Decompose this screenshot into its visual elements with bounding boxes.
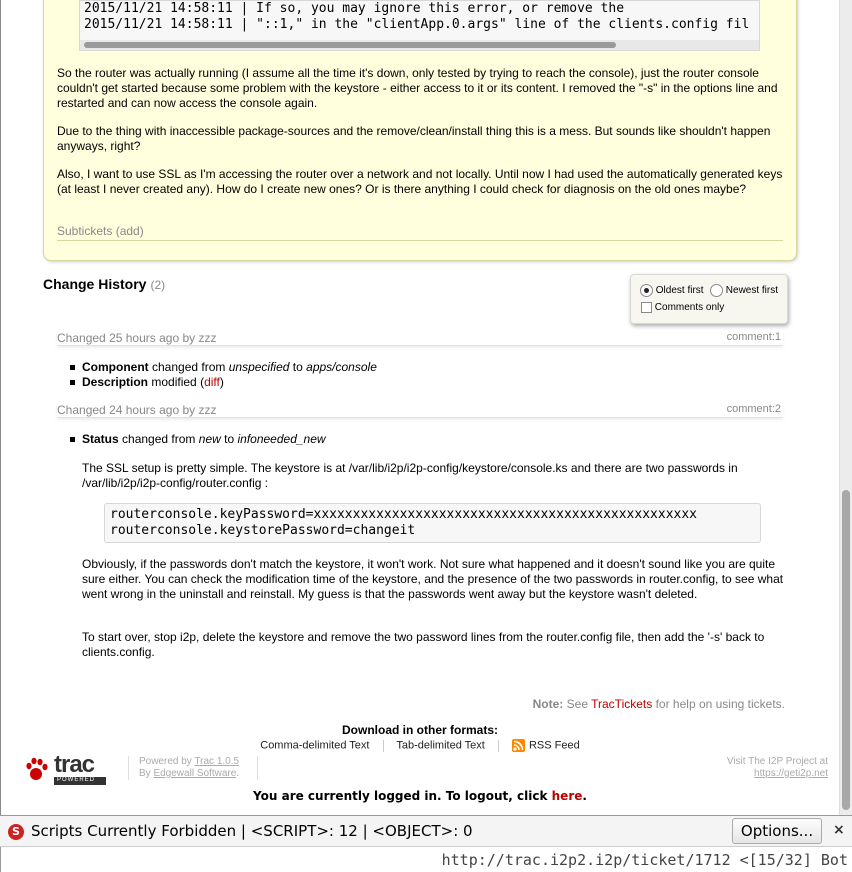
logged-in-message <box>0 789 840 803</box>
trac-paw-icon <box>26 758 47 780</box>
code-line-1: routerconsole.keyPassword=xxxxxxxxxxxxxxxxxxxxxxxxxxxxxxxxxxxxxxxxxxxxxxxxx <box>110 507 697 522</box>
subtickets-add-link[interactable]: (add) <box>115 224 144 238</box>
comments-only-label[interactable]: Comments only <box>654 302 725 314</box>
subtickets-section <box>57 224 783 241</box>
log-scrollbar-thumb[interactable] <box>84 42 616 48</box>
logged-in-text: You are currently logged in. To logout, click <box>253 789 548 803</box>
field-to-label: to <box>224 432 235 446</box>
change-1-time-link[interactable]: 25 hours ago <box>109 331 180 345</box>
history-preferences-box <box>630 274 788 324</box>
by-label: by <box>182 403 196 417</box>
formats-separator <box>498 740 499 752</box>
comment-2-code-block <box>104 503 761 543</box>
newest-first-label[interactable]: Newest first <box>725 285 779 297</box>
comment-2-paragraph-2: Obviously, if the passwords don't match the keystore, it won't work. Not sure what happened and it doesn't sound like you are quite sure either. You can check the modification time of the keystore, and the presence of the two passwords in router.config, to see what went wrong in the uninstall and reinstall. My guess is that the passwords went away but the keystore wasn't deleted. <box>82 557 784 601</box>
by-label: By <box>139 768 151 779</box>
change-2-header <box>57 403 783 418</box>
changed-label: Changed <box>57 331 106 345</box>
change-history-count: (2) <box>150 278 166 292</box>
page-vertical-scrollbar[interactable] <box>839 0 852 815</box>
note-pre: See <box>566 697 588 711</box>
noscript-options-button[interactable]: Options... <box>732 818 822 844</box>
oldest-first-label[interactable]: Oldest first <box>655 285 704 297</box>
trac-logo[interactable] <box>24 751 108 790</box>
change-history-title: Change History <box>43 276 147 292</box>
close-icon[interactable]: × <box>833 822 845 838</box>
formats-title: Download in other formats: <box>342 723 498 737</box>
change-1-component <box>70 360 377 375</box>
field-verb: changed from <box>152 360 226 374</box>
comment-2-paragraph-1: The SSL setup is pretty simple. The keystore is at /var/lib/i2p/i2p-config/keystore/console.ks and there are two passwords in /var/lib/i2p/i2p-config/router.config : <box>82 461 738 490</box>
subtickets-label: Subtickets <box>57 224 113 238</box>
noscript-message: Scripts Currently Forbidden | <SCRIPT>: 12 | <OBJECT>: 0 <box>31 822 473 840</box>
geti2p-link[interactable]: https://geti2p.net <box>754 768 828 779</box>
code-line-2: routerconsole.keystorePassword=changeit <box>110 523 416 538</box>
formats-separator <box>383 740 384 752</box>
page-scrollbar-thumb[interactable] <box>842 490 850 810</box>
newest-first-radio[interactable] <box>710 284 723 297</box>
change-1-author: zzz <box>198 331 217 345</box>
field-verb: changed from <box>122 432 196 446</box>
comments-only-option[interactable] <box>641 302 724 313</box>
change-2-field-list <box>70 432 326 447</box>
field-to: apps/console <box>306 360 377 374</box>
status-url: http://trac.i2p2.i2p/ticket/1712 <[15/32] Bot <box>441 851 848 869</box>
comment-2-paragraph-3: To start over, stop i2p, delete the keystore and remove the two password lines from the router.config file, then add the '-s' back to clients.config. <box>82 630 765 659</box>
trac-logo-text: trac <box>54 751 95 778</box>
diff-paren-close: ) <box>219 375 224 389</box>
noscript-icon <box>8 824 24 840</box>
change-history-heading <box>43 276 165 292</box>
log-horizontal-scrollbar[interactable] <box>80 40 759 50</box>
rss-feed-link[interactable]: RSS Feed <box>528 739 580 752</box>
help-note <box>533 697 785 711</box>
project-visit <box>727 756 828 780</box>
status-bar <box>0 847 852 872</box>
comments-only-checkbox[interactable] <box>641 302 652 313</box>
trac-version-link[interactable]: Trac 1.0.5 <box>194 756 240 767</box>
diff-link[interactable]: diff <box>204 375 220 389</box>
note-label: Note: <box>532 697 564 711</box>
tsv-download-link[interactable]: Tab-delimited Text <box>396 739 485 752</box>
change-2-status <box>70 432 326 447</box>
diff-paren-open: ( <box>200 375 205 389</box>
description-paragraph-2: Due to the thing with inaccessible package-sources and the remove/clean/install thing this is a mess. But sounds like shouldn't happen anyways, right? <box>57 124 771 153</box>
formats-row <box>0 739 840 752</box>
change-2-author: zzz <box>198 403 217 417</box>
note-post: for help on using tickets. <box>655 697 785 711</box>
edgewall-link[interactable]: Edgewall Software <box>153 768 237 779</box>
field-name: Component <box>82 360 149 374</box>
oldest-first-option[interactable] <box>640 284 704 297</box>
description-paragraph-1: So the router was actually running (I assume all the time it's down, only tested by trying to reach the console), just the router console couldn't get started because some problem with the keystore - either access to it or its content. I removed the "-s" in the options line and restarted and can now access the console again. <box>57 66 778 110</box>
field-to-label: to <box>292 360 303 374</box>
trac-tickets-link[interactable]: TracTickets <box>591 697 653 711</box>
field-from: unspecified <box>228 360 290 374</box>
footer-divider <box>257 756 258 780</box>
logged-in-end: . <box>582 789 587 803</box>
field-verb: modified <box>151 375 197 389</box>
field-from: new <box>198 432 221 446</box>
window-edge <box>0 0 1 815</box>
field-to: infoneeded_new <box>237 432 326 446</box>
log-line-2: 2015/11/21 14:58:11 | "::1," in the "clientApp.0.args" line of the clients.config fil <box>84 17 750 32</box>
powered-by: Powered by Trac 1.0.5 By Edgewall Software. <box>128 756 239 780</box>
description-paragraph-3: Also, I want to use SSL as I'm accessing the router over a network and not locally. Until now I had used the automatically generated keys (at least I never created any). How do I create new ones? Or is there anything I could check for diagnosis on the old ones maybe? <box>57 167 783 196</box>
visit-label: Visit The I2P Project at <box>726 756 828 767</box>
change-1-comment-link[interactable]: comment:1 <box>726 331 781 343</box>
by-label: by <box>182 331 196 345</box>
oldest-first-radio[interactable] <box>640 284 653 297</box>
alternate-formats <box>0 723 840 752</box>
trac-logo-subtext: POWERED <box>57 777 96 783</box>
change-2-comment-link[interactable]: comment:2 <box>726 403 781 415</box>
log-line-1: 2015/11/21 14:58:11 | If so, you may ignore this error, or remove the <box>84 1 625 16</box>
rss-feed-icon[interactable] <box>512 739 525 752</box>
change-1-description <box>70 375 377 390</box>
powered-by-label: Powered by <box>139 756 192 767</box>
field-name: Description <box>82 375 149 389</box>
logout-link[interactable]: here <box>551 789 583 803</box>
changed-label: Changed <box>57 403 106 417</box>
newest-first-option[interactable] <box>710 284 778 297</box>
change-1-header <box>57 331 783 346</box>
csv-download-link[interactable]: Comma-delimited Text <box>260 739 370 752</box>
change-1-field-list <box>70 360 377 390</box>
change-2-time-link[interactable]: 24 hours ago <box>109 403 180 417</box>
noscript-bar <box>0 815 852 847</box>
field-name: Status <box>82 432 119 446</box>
